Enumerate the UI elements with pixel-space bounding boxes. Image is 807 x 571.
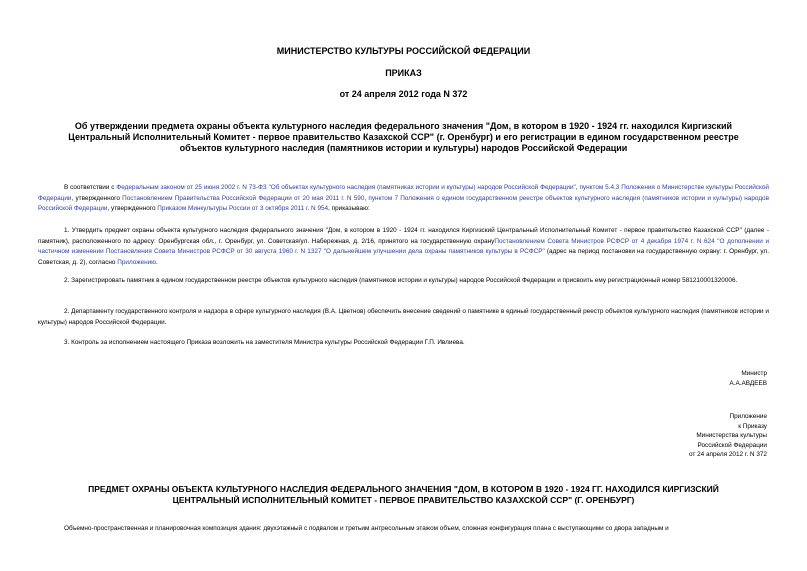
preamble-text: В соответствии с	[64, 184, 117, 191]
government-decree-link[interactable]: Постановлением Правительства Российской Федерации от 20 мая 2011 г. N 590	[122, 194, 365, 202]
appendix-line: Российской Федерации	[697, 441, 767, 449]
date-number-heading: от 24 апреля 2012 года N 372	[339, 89, 468, 99]
ministry-order-link[interactable]: Приказом Минкультуры России от 3 октября 2011 г. N 954	[157, 205, 329, 212]
appendix-line: Министерства культуры	[696, 432, 767, 439]
subject-title: ПРЕДМЕТ ОХРАНЫ ОБЪЕКТА КУЛЬТУРНОГО НАСЛЕДИЯ ФЕДЕРАЛЬНОГО ЗНАЧЕНИЯ "ДОМ, В КОТОРОМ В 1920 - 1924 ГГ. НАХОДИЛСЯ КИРГИЗСКИЙ ЦЕНТРАЛЬНЫЙ ИСПОЛНИТЕЛЬНЫЙ КОМИТЕТ - ПЕРВОЕ ПРАВИТЕЛЬСТВО КАЗАХСКОЙ ССР" (Г. ОРЕНБУРГ)	[88, 484, 719, 505]
appendix-line: к Приказу	[738, 422, 767, 430]
item-1-text: .	[155, 258, 158, 266]
preamble-text: , утвержденного	[71, 194, 123, 202]
preamble-text: ,	[575, 184, 580, 191]
item-1-text: 1. Утвердить предмет охраны объекта культурного наследия федерального значения "Дом, в котором в 1920 - 1924 гг. находился Киргизский Центральный Исполнительный Комитет - первое правительство Казахской ССР" (далее - памятник), расположенного по адресу: Оренбургская обл., г. Оренбург, ул. Советская/ул. Набережная, д. 2/16, принятого на государственную охрану	[38, 227, 769, 245]
appendix-line: от 24 апреля 2012 г. N 372	[688, 451, 767, 458]
regulation-item-link[interactable]: пунктом 5.4.3 Положения о Министерстве культуры Российской Федерации	[38, 184, 769, 202]
item-2b-paragraph: 2. Департаменту государственного контроля и надзора в сфере культурного наследия (В.А. Цветнов) обеспечить внесение сведений о памятнике в единый государственный реестр объектов культурного наследия (памятников истории и культуры) народов Российской Федерации.	[38, 308, 769, 326]
registry-regulation-link[interactable]: пунктом 7 Положения о едином государственном реестре объектов культурного наследия (памятников истории и культуры) народов Российской Федерации	[38, 194, 769, 212]
preamble-text: , утвержденного	[107, 205, 158, 212]
item-3-paragraph: 3. Контроль за исполнением настоящего Приказа возложить на заместителя Министра культуры Российской Федерации Г.П. Ивлиева.	[64, 339, 465, 346]
preamble-text: ,	[364, 194, 369, 202]
signature-position: Министр	[741, 370, 767, 377]
doc-type-heading: ПРИКАЗ	[385, 68, 422, 78]
signature-name: А.А.АВДЕЕВ	[729, 379, 767, 387]
federal-law-link[interactable]: Федеральным законом от 25 июня 2002 г. N 73-ФЗ "Об объектах культурного наследия (памятниках истории и культуры) народов Российской Федерации"	[116, 184, 576, 191]
order-title: Об утверждении предмета охраны объекта культурного наследия федерального значения "Дом, в котором в 1920 - 1924 гг. находился Киргизский Центральный Исполнительный Комитет - первое правительство Казахской ССР" (г. Оренбург) и его регистрации в едином государственном реестре объектов культурного наследия (памятников истории и культуры) народов Российской Федерации	[68, 121, 739, 153]
appendix-line: Приложение	[729, 413, 767, 420]
item-1-paragraph	[38, 226, 769, 268]
ministry-heading: МИНИСТЕРСТВО КУЛЬТУРЫ РОССИЙСКОЙ ФЕДЕРАЦИИ	[276, 46, 531, 56]
item-2-paragraph: 2. Зарегистрировать памятник в едином государственном реестре объектов культурного наследия (памятников истории и культуры) народов Российской Федерации и присвоить ему регистрационный номер 581210001320006.	[64, 277, 738, 284]
appendix-block	[567, 412, 767, 460]
preamble-paragraph	[38, 183, 769, 215]
signature-block	[567, 369, 767, 388]
preamble-text: , приказываю:	[328, 205, 370, 212]
appendix-link[interactable]: Приложению	[117, 258, 156, 266]
council-decree-link[interactable]: Постановлением Совета Министров РСФСР от 4 декабря 1974 г. N 624 "О дополнении и частичном изменении Постановления Совета Министров РСФСР от 30 августа 1960 г. N 1327 "О дальнейшем улучшении дела охраны памятников культуры в РСФСР"	[38, 237, 770, 255]
composition-paragraph: Объемно-пространственная и планировочная композиция здания: двухэтажный с подвалом и третьим антресольным этажом объем, сложная конфигурация плана с выступающими со двора западным и	[64, 525, 669, 532]
item-1-text: (адрес на период постановки на государственную охрану: г. Оренбург, ул. Советская, д. 2), согласно	[38, 248, 769, 266]
